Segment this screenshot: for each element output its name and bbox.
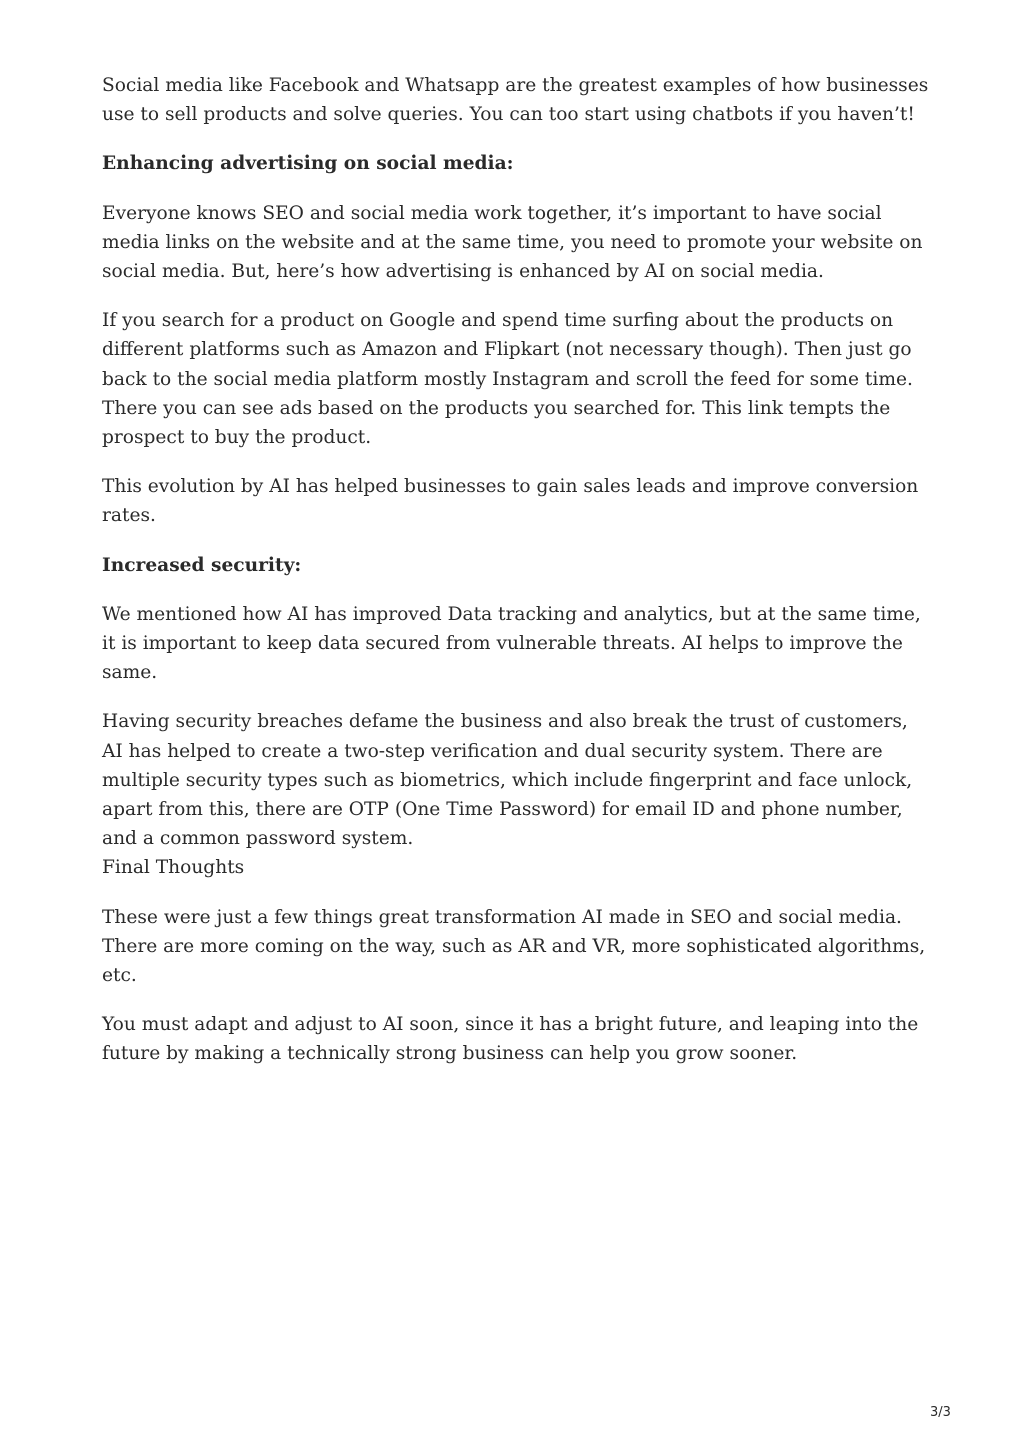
paragraph-chatbots: Social media like Facebook and Whatsapp are the greatest examples of how businesses use to sell products and solve queries. You can too start using chatbots if you haven’t!: [102, 75, 929, 126]
paragraph-ai-evolution: This evolution by AI has helped businesses to gain sales leads and improve conversion rates.: [102, 476, 919, 527]
paragraph-seo-social-media: Everyone knows SEO and social media work together, it’s important to have social media links on the website and at the same time, you need to promote your website on social media. But, here’s how advertising is enhanced by AI on social media.: [102, 202, 923, 283]
paragraph-product-search-ads: If you search for a product on Google and spend time surfing about the products on different platforms such as Amazon and Flipkart (not necessary though). Then just go back to the social media platform mostly Instagram and scroll the feed for some time. There you can see ads based on the products you searched for. This link tempts the prospect to buy the product.: [102, 310, 913, 449]
page-number: 3/3: [930, 1405, 951, 1420]
paragraph-adapt-to-ai: You must adapt and adjust to AI soon, since it has a bright future, and leaping into the future by making a technically strong business can help you grow sooner.: [102, 1014, 919, 1065]
heading-enhancing-advertising: Enhancing advertising on social media:: [102, 153, 514, 175]
paragraph-transformation: These were just a few things great transformation AI made in SEO and social media. There are more coming on the way, such as AR and VR, more sophisticated algorithms, etc.: [102, 906, 926, 987]
paragraph-final-thoughts-label: Final Thoughts: [102, 857, 245, 879]
paragraph-security-breaches: Having security breaches defame the business and also break the trust of customers, AI has helped to create a two-step verification and dual security system. There are multiple security types such as biometrics, which include fingerprint and face unlock, apart from this, there are OTP (One Time Password) for email ID and phone number, and a common password system.: [102, 711, 913, 850]
paragraph-data-security: We mentioned how AI has improved Data tracking and analytics, but at the same time, it is important to keep data secured from vulnerable threats. AI helps to improve the same.: [102, 603, 921, 684]
heading-increased-security: Increased security:: [102, 554, 302, 576]
document-body: [102, 71, 932, 1089]
